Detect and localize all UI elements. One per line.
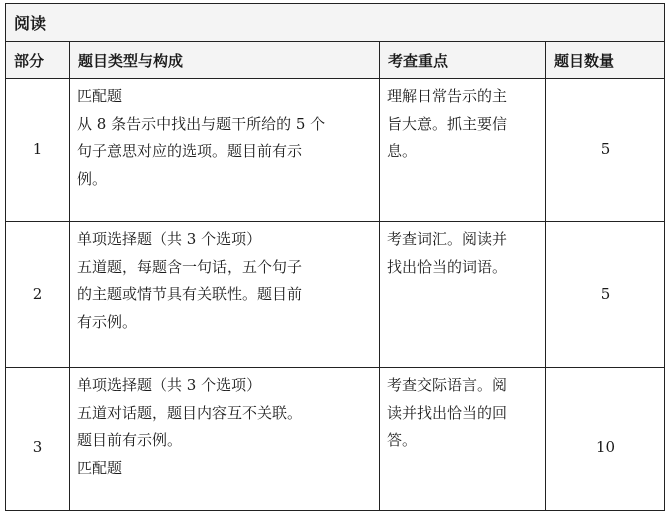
focus-line: 找出恰当的词语。 [387, 257, 508, 276]
focus-line: 旨大意。抓主要信 [387, 114, 508, 133]
focus-line: 息。 [387, 142, 418, 160]
type-line: 单项选择题（共 3 个选项） [77, 376, 262, 394]
type-line: 五道题，每题含一句话，五个句子 [77, 257, 303, 276]
table-row [6, 368, 666, 512]
header-count: 题目数量 [546, 42, 666, 79]
type-line: 单项选择题（共 3 个选项） [77, 230, 262, 248]
type-line: 句子意思对应的选项。题目前有示 [77, 142, 303, 160]
type-cell [70, 222, 380, 368]
question-count: 5 [546, 79, 666, 222]
header-focus: 考查重点 [380, 42, 546, 79]
section-title: 阅读 [6, 4, 666, 42]
type-line: 匹配题 [77, 458, 123, 477]
type-line: 题目前有示例。 [77, 431, 183, 449]
table-row [6, 79, 666, 222]
focus-cell [380, 368, 546, 512]
question-count: 10 [546, 368, 666, 512]
title-row [6, 4, 666, 42]
header-type: 题目类型与构成 [70, 42, 380, 79]
table-row [6, 222, 666, 368]
type-cell [70, 79, 380, 222]
header-row [6, 42, 666, 79]
focus-line: 考查词汇。阅读并 [387, 230, 508, 248]
part-number: 3 [6, 368, 70, 512]
header-part: 部分 [6, 42, 70, 79]
part-number: 1 [6, 79, 70, 222]
focus-cell [380, 79, 546, 222]
type-line: 有示例。 [77, 312, 138, 331]
type-line: 五道对话题，题目内容互不关联。 [77, 403, 303, 422]
focus-line: 答。 [387, 431, 418, 449]
question-count: 5 [546, 222, 666, 368]
type-line: 例。 [77, 169, 108, 188]
type-line: 匹配题 [77, 87, 123, 105]
type-line: 的主题或情节具有关联性。题目前 [77, 285, 303, 303]
part-number: 2 [6, 222, 70, 368]
focus-line: 理解日常告示的主 [387, 87, 508, 105]
reading-table-frame [5, 3, 665, 511]
focus-line: 读并找出恰当的回 [387, 403, 508, 422]
reading-table [5, 3, 665, 511]
focus-line: 考查交际语言。阅 [387, 376, 508, 394]
focus-cell [380, 222, 546, 368]
type-cell [70, 368, 380, 512]
type-line: 从 8 条告示中找出与题干所给的 5 个 [77, 114, 326, 133]
